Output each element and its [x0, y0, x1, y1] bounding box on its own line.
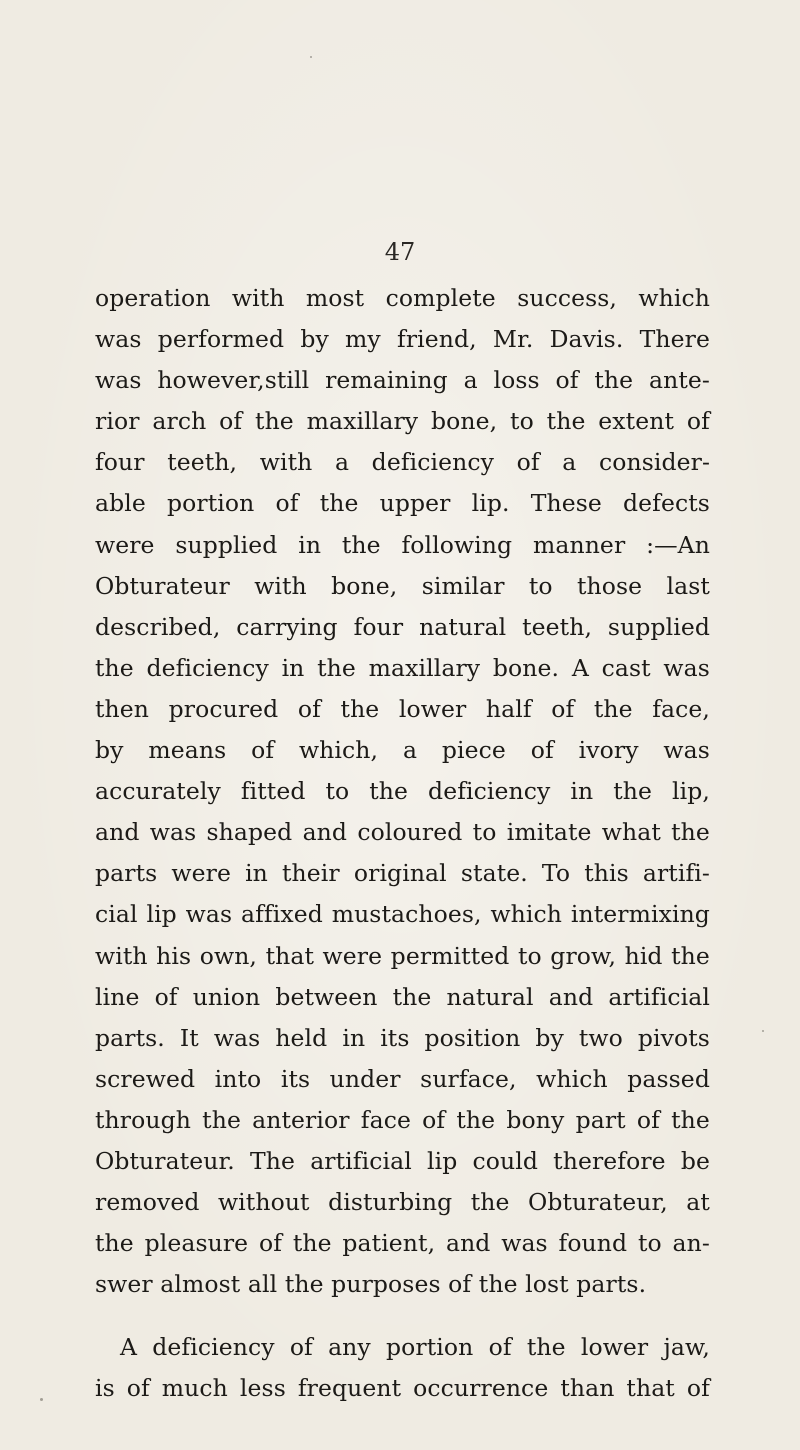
text-line: described, carrying four natural teeth, supplied [95, 612, 710, 641]
text-line: line of union between the natural and artificial [95, 982, 710, 1011]
text-line: and was shaped and coloured to imitate what the [95, 818, 710, 847]
text-line: the pleasure of the patient, and was found to an- [95, 1229, 710, 1258]
text-line: is of much less frequent occurrence than that of [95, 1374, 710, 1403]
paragraph [95, 1327, 710, 1409]
text-line: were supplied in the following manner :—An [95, 530, 710, 559]
paper-speck [310, 56, 312, 58]
text-line: able portion of the upper lip. These defects [95, 489, 710, 518]
text-line: Obturateur with bone, similar to those last [95, 571, 710, 600]
text-line: was however,still remaining a loss of the ante- [95, 366, 710, 395]
text-line: screwed into its under surface, which passed [95, 1064, 710, 1093]
text-line: cial lip was affixed mustachoes, which intermixing [95, 900, 710, 929]
text-line: parts. It was held in its position by two pivots [95, 1023, 710, 1052]
text-line: A deficiency of any portion of the lower jaw, [120, 1333, 710, 1362]
paragraph [95, 278, 710, 1305]
paper-speck [40, 1398, 43, 1401]
text-line: four teeth, with a deficiency of a consider- [95, 448, 710, 477]
page-number: 47 [384, 238, 416, 266]
text-line: then procured of the lower half of the face, [95, 694, 710, 723]
text-line: with his own, that were permitted to grow, hid the [95, 941, 710, 970]
text-line: was performed by my friend, Mr. Davis. There [95, 325, 710, 354]
text-line: operation with most complete success, which [95, 284, 710, 312]
paragraph-gap [95, 1305, 710, 1327]
paper-speck [762, 1030, 764, 1032]
text-line: through the anterior face of the bony part of the [95, 1105, 710, 1134]
text-line: Obturateur. The artificial lip could therefore be [95, 1146, 710, 1175]
text-line: removed without disturbing the Obturateur, at [95, 1188, 710, 1217]
text-line: accurately fitted to the deficiency in the lip, [95, 777, 710, 806]
text-line: the deficiency in the maxillary bone. A cast was [95, 653, 710, 682]
text-line: rior arch of the maxillary bone, to the extent of [95, 407, 710, 436]
text-line: swer almost all the purposes of the lost parts. [95, 1270, 647, 1299]
body-text [95, 278, 710, 1410]
text-line: by means of which, a piece of ivory was [95, 736, 710, 765]
text-line: parts were in their original state. To this artifi- [95, 859, 710, 888]
